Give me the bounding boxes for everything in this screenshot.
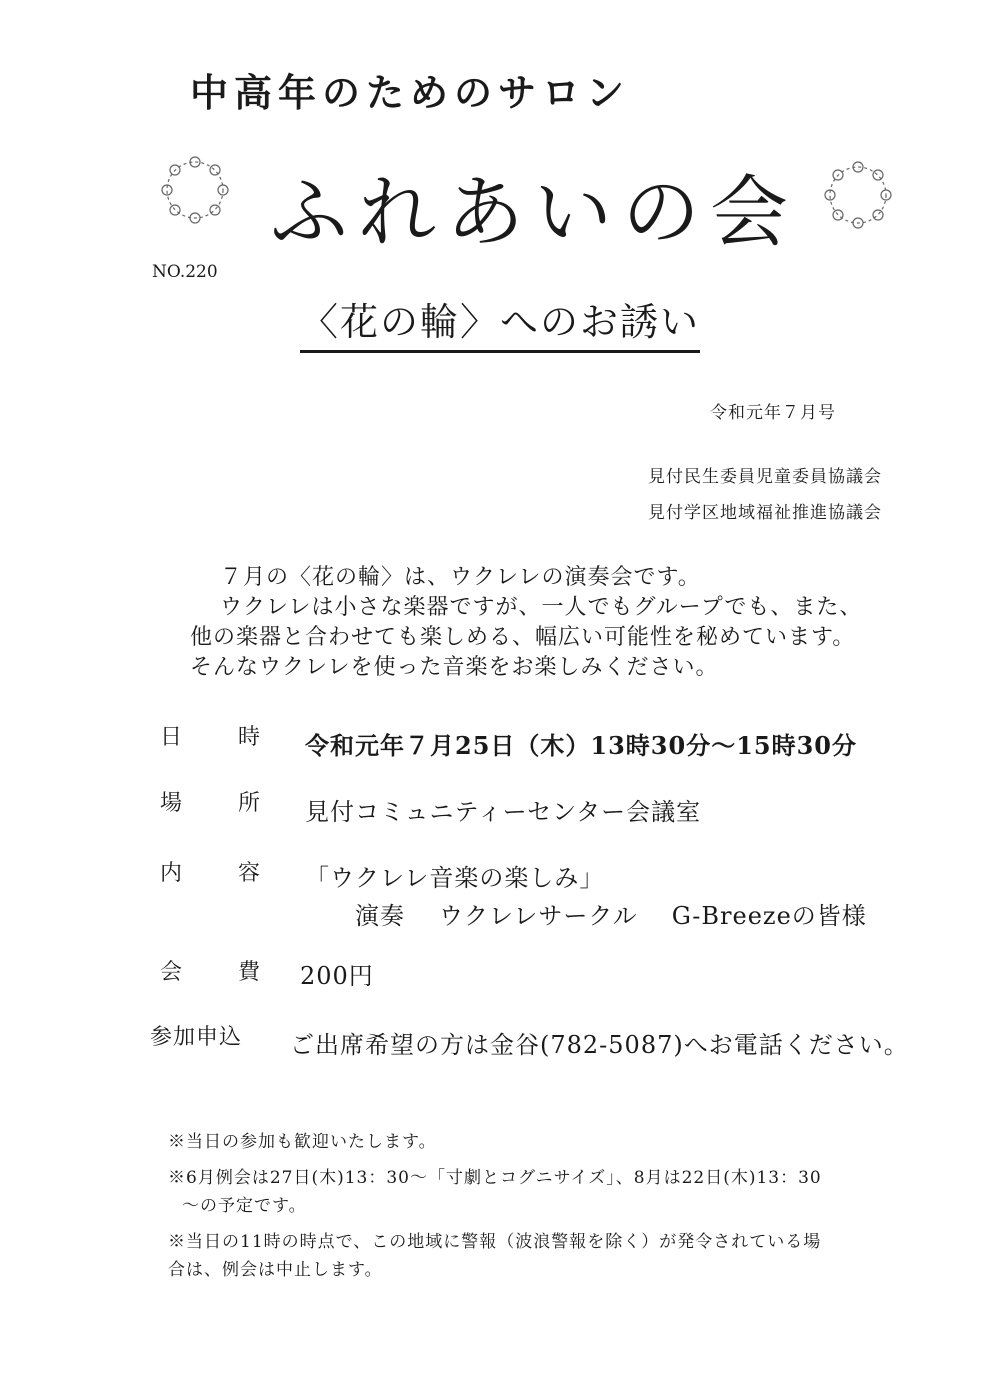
issue-date: 令和元年７月号	[710, 403, 836, 423]
intro-line: ウクレレは小さな楽器ですが、一人でもグループでも、また、	[220, 595, 863, 620]
note-line: ※当日の参加も歓迎いたします。	[168, 1132, 437, 1152]
note-line: ※6月例会は27日(木)13：30～「寸劇とコグニサイズ」、8月は22日(木)13：30	[168, 1168, 822, 1188]
intro-line: そんなウクレレを使った音楽をお楽しみください。	[190, 655, 719, 680]
note-line: ～の予定です。	[182, 1196, 307, 1216]
performer-name: G-Breezeの皆様	[671, 902, 867, 930]
label-char: 費	[237, 960, 260, 985]
intro-line: ７月の〈花の輪〉は、ウクレレの演奏会です。	[220, 565, 701, 590]
issue-number: NO.220	[152, 262, 218, 282]
apply-label: 参加申込	[150, 1025, 243, 1050]
content-title: 「ウクレレ音楽の楽しみ」	[305, 864, 605, 892]
note-line: ※当日の11時の時点で、この地域に警報（波浪警報を除く）が発令されている場	[168, 1232, 822, 1252]
label-char: 内	[160, 861, 183, 886]
main-title: ふれあいの会	[270, 168, 799, 258]
performer-label: 演奏	[355, 902, 405, 930]
subtitle: 中高年のためのサロン	[190, 71, 631, 115]
label-char: 場	[160, 791, 183, 816]
label-char: 容	[237, 861, 260, 886]
content-performer	[355, 896, 867, 931]
notes	[168, 1128, 822, 1284]
apply-value: ご出席希望の方は金谷(782-5087)へお電話ください。	[290, 1031, 909, 1059]
intro-line: 他の楽器と合わせても楽しめる、幅広い可能性を秘めています。	[190, 625, 856, 650]
fee-value: 200円	[300, 962, 374, 990]
content-label	[160, 856, 260, 887]
flower-wreath-icon	[818, 155, 898, 235]
fee-label	[160, 955, 260, 986]
label-char: 日	[160, 725, 183, 750]
place-label	[160, 786, 260, 817]
organizer: 見付学区地域福祉推進協議会	[648, 503, 882, 523]
invite-title: 〈花の輪〉へのお誘い	[300, 296, 700, 353]
flower-wreath-icon	[155, 150, 235, 230]
organizer: 見付民生委員児童委員協議会	[648, 467, 882, 487]
label-char: 所	[237, 791, 260, 816]
place-value: 見付コミュニティーセンター会議室	[305, 798, 702, 826]
performer-group: ウクレレサークル	[439, 902, 638, 930]
date-value: 令和元年７月25日（木）13時30分～15時30分	[305, 731, 857, 760]
label-char: 会	[160, 960, 183, 985]
note-line: 合は、例会は中止します。	[168, 1260, 383, 1280]
date-label	[160, 720, 260, 751]
label-char: 時	[237, 725, 260, 750]
intro-paragraph	[190, 563, 862, 683]
